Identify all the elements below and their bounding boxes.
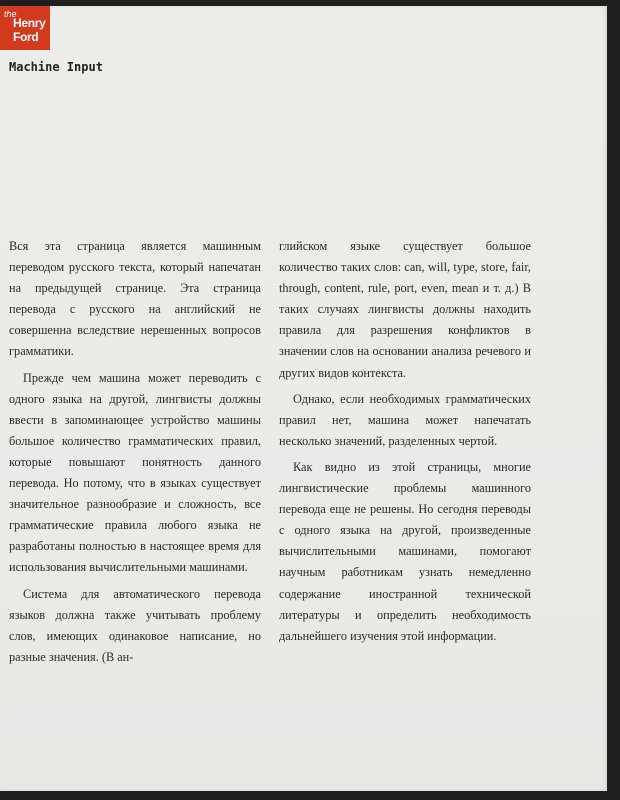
logo-ford: Ford — [13, 30, 39, 44]
henry-ford-logo[interactable] — [0, 6, 50, 50]
left-paragraph-2: Прежде чем машина может переводить с одного языка на другой, лингвисты должны ввести в запоминающее устройство машины большое количество грамматических правил, которые повышают понятность данного перевода. Но потому, что в языках существует значительное разнообразие и сложность, все грамматические правила любого языка не разработаны полностью в настоящее время для использования вычислительными машинами. — [9, 370, 261, 575]
logo-henry: Henry — [13, 16, 46, 30]
logo-the: the — [4, 9, 17, 19]
left-paragraph-3: Система для автоматического перевода языков должна также учитывать проблему слов, имеющих одинаковое написание, но разные значения. (В ан- — [9, 586, 261, 664]
left-text-column — [9, 236, 261, 668]
right-text-column — [279, 236, 531, 647]
left-paragraph-1: Вся эта страница является машинным переводом русского текста, который напечатан на предыдущей странице. Эта страница перевода с русского на английский не совершенна вследствие нерешенных вопросов грамматики. — [9, 239, 261, 359]
right-paragraph-1: глийском языке существует большое количество таких слов: can, will, type, store, fair, through, content, rule, port, even, mean и т. д.) В таких случаях лингвисты должны находить правила для разрешения конфликтов в значении слов на основании анализа речевого и других видов контекста. — [279, 239, 531, 380]
right-paragraph-3: Как видно из этой страницы, многие лингвистические проблемы машинного перевода еще не решены. Но сегодня переводы с одного языка на другой, произведенные вычислительными машинами, помогают научным работникам узнать немедленно содержание иностранной технической литературы и определить необходимость дальнейшего изучения этой информации. — [279, 459, 531, 643]
section-label: Machine Input — [9, 60, 103, 74]
right-paragraph-2: Однако, если необходимых грамматических правил нет, машина может напечатать несколько значений, разделенных чертой. — [279, 391, 531, 448]
